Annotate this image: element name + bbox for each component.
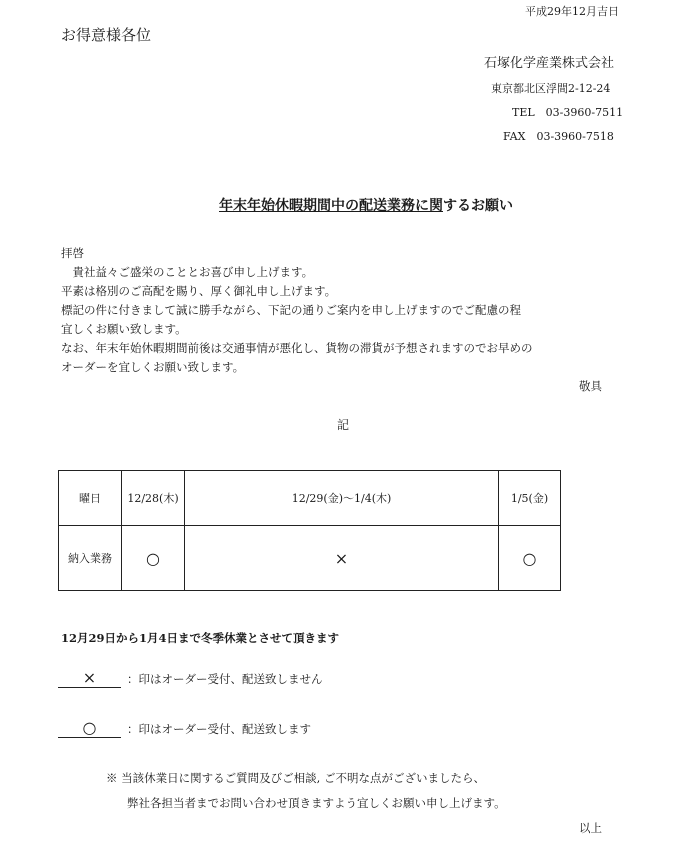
body-line: 宜しくお願い致します。	[61, 322, 187, 336]
company-tel: TEL 03-3960-7511	[512, 106, 624, 119]
ki-heading: 記	[337, 418, 350, 432]
body-line: 拝啓	[61, 246, 84, 260]
delivery-mark: ×	[185, 526, 499, 591]
title-part-4: するお願い	[443, 198, 513, 214]
schedule-table	[58, 470, 561, 591]
column-date: 1/5(金)	[499, 471, 561, 526]
addressee: お得意様各位	[61, 26, 152, 44]
body-line: 標記の件に付きまして誠に勝手ながら、下記の通りご案内を申し上げますのでご配慮の程	[61, 303, 521, 317]
ending-ijo: 以上	[579, 821, 602, 835]
document-date: 平成29年12月吉日	[525, 5, 619, 18]
closing-keigu: 敬具	[579, 379, 602, 393]
title-part-2: 配送業務	[359, 198, 415, 214]
note-line-2: 弊社各担当者までお問い合わせ頂きますよう宜しくお願い申し上げます。	[127, 796, 506, 810]
body-line: 平素は格別のご高配を賜り、厚く御礼申し上げます。	[61, 284, 337, 298]
row-header-weekday: 曜日	[59, 471, 122, 526]
body-line: 貴社益々ご盛栄のこととお喜び申し上げます。	[61, 265, 314, 279]
company-address: 東京都北区浮間2-12-24	[491, 82, 611, 95]
table-row	[59, 471, 561, 526]
delivery-mark: ○	[499, 526, 561, 591]
company-name: 石塚化学産業株式会社	[484, 56, 615, 71]
title-part-1: 年末年始休暇期間中の	[219, 198, 359, 214]
document-title	[219, 195, 513, 215]
body-line: なお、年末年始休暇期間前後は交通事情が悪化し、貨物の滞貨が予想されますのでお早めの	[61, 341, 533, 355]
holiday-notice: 12月29日から1月4日まで冬季休業とさせて頂きます	[61, 631, 340, 645]
title-part-3: に関	[415, 198, 443, 214]
delivery-mark: ○	[122, 526, 185, 591]
body-line: オーダーを宜しくお願い致します。	[61, 360, 245, 374]
legend-cross-symbol: ×	[58, 669, 121, 688]
company-fax: FAX 03-3960-7518	[503, 130, 614, 143]
column-date: 12/29(金)～1/4(木)	[185, 471, 499, 526]
legend-circle-symbol: ○	[58, 719, 121, 738]
legend-circle-text: ：印はオーダー受付、配送致します	[127, 722, 311, 736]
table-row	[59, 526, 561, 591]
column-date: 12/28(木)	[122, 471, 185, 526]
row-header-delivery: 納入業務	[59, 526, 122, 591]
note-line-1: ※ 当該休業日に関するご質問及びご相談, ご不明な点がございましたら、	[106, 771, 485, 785]
legend-cross-text: ：印はオーダー受付、配送致しません	[127, 672, 323, 686]
